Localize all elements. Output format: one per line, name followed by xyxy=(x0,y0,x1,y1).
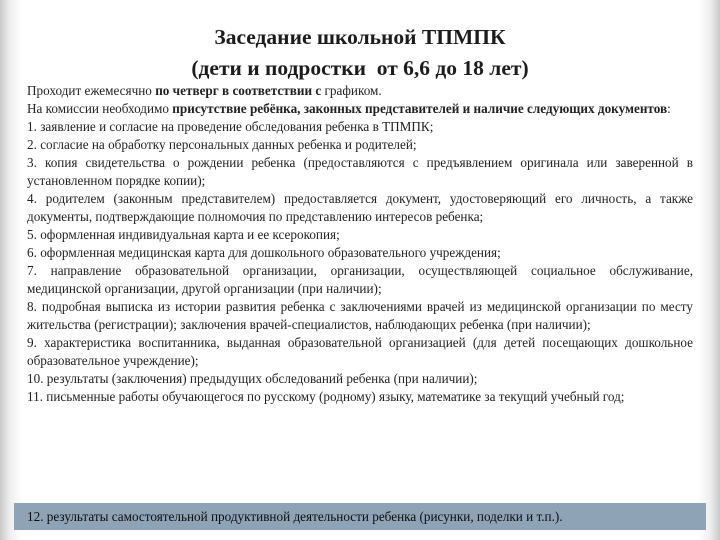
intro-schedule-tail: графиком. xyxy=(321,83,382,98)
document-body xyxy=(27,82,693,406)
intro-requirements xyxy=(27,100,693,118)
highlighted-list-item: 12. результаты самостоятельной продуктивной деятельности ребенка (рисунки, поделки и т.п.). xyxy=(14,503,706,530)
list-item: 11. письменные работы обучающегося по русскому (родному) языку, математике за текущий учебный год; xyxy=(27,389,625,404)
intro-schedule-text: Проходит ежемесячно xyxy=(27,83,156,98)
list-item: 3. копия свидетельства о рождении ребенка (предоставляются с предъявлением оригинала или заверенной в установленном порядке копии); xyxy=(27,155,693,188)
list-item: 6. оформленная медицинская карта для дошкольного образовательного учреждения; xyxy=(27,245,501,260)
list-item: 8. подробная выписка из истории развития ребенка с заключениями врачей из медицинской организации по месту жительства (регистрации); заключения врачей-специалистов, наблюдающих ребенка (при наличии); xyxy=(27,299,693,332)
list-item: 10. результаты (заключения) предыдущих обследований ребенка (при наличии); xyxy=(27,371,478,386)
intro-schedule-bold: по четверг в соответствии с xyxy=(155,83,322,98)
intro-requirements-text: На комиссии необходимо xyxy=(27,101,173,116)
list-item: 5. оформленная индивидуальная карта и ее ксерокопия; xyxy=(27,227,340,242)
page-title xyxy=(60,22,660,84)
intro-schedule xyxy=(27,82,693,100)
title-line-2: (дети и подростки от 6,6 до 18 лет) xyxy=(191,56,529,80)
list-item: 4. родителем (законным представителем) предоставляется документ, удостоверяющий его личность, а также документы, подтверждающие полномочия по представлению интересов ребенка; xyxy=(27,191,693,224)
list-item: 2. согласие на обработку персональных данных ребенка и родителей; xyxy=(27,137,417,152)
list-item: 1. заявление и согласие на проведение обследования ребенка в ТПМПК; xyxy=(27,119,434,134)
intro-requirements-tail: : xyxy=(667,101,671,116)
title-line-1: Заседание школьной ТПМПК xyxy=(214,25,506,49)
list-item: 7. направление образовательной организации, организации, осуществляющей социальное обслуживание, медицинской организации, другой организации (при наличии); xyxy=(27,263,693,296)
intro-requirements-bold: присутствие ребёнка, законных представителей и наличие следующих документов xyxy=(172,101,668,116)
list-item: 9. характеристика воспитанника, выданная образовательной организацией (для детей посещающих дошкольное образовательное учреждение); xyxy=(27,335,693,368)
